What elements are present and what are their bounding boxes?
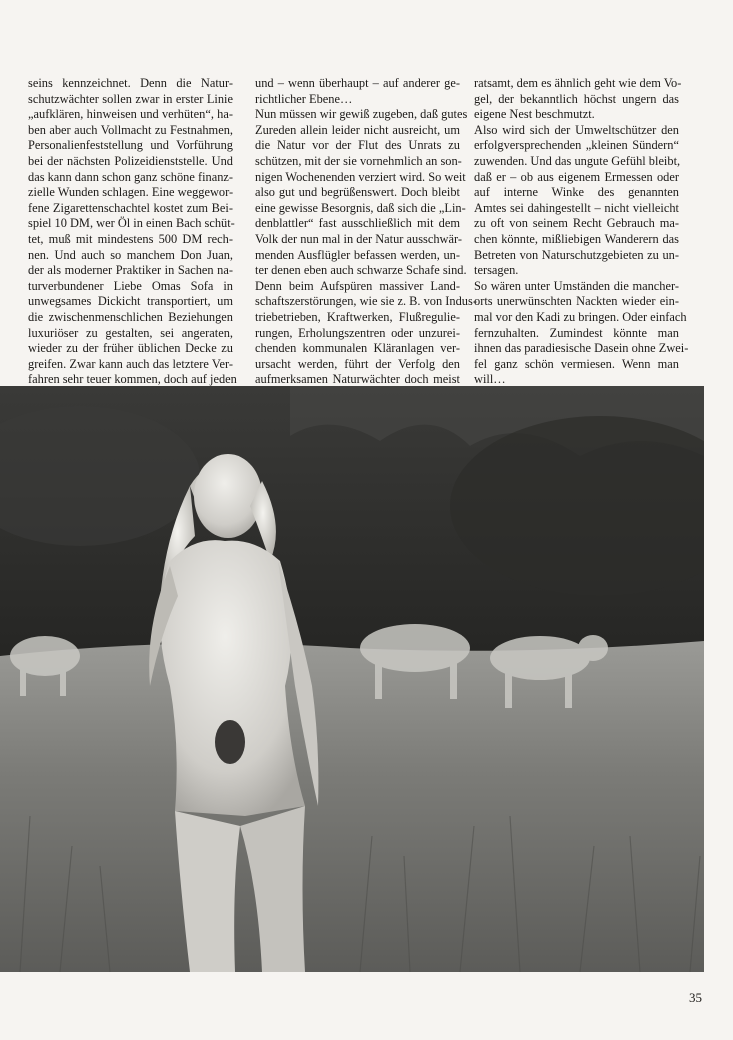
text-line: und – wenn überhaupt – auf anderer ge- bbox=[255, 76, 460, 90]
text-line: ursacht werden, führt der Verfolg den bbox=[255, 356, 460, 371]
text-line: erfolgversprechenden „kleinen Sündern“ bbox=[474, 138, 679, 153]
text-line: die Natur vor der Flut des Unrats zu bbox=[255, 138, 460, 153]
text-line: nigen Wochenenden verziert wird. So weit bbox=[255, 169, 466, 184]
text-line: gel, der bekanntlich höchst ungern das bbox=[474, 91, 679, 106]
text-line: denblattler“ fast ausschließlich mit dem bbox=[255, 216, 460, 231]
text-line: bei der nächsten Polizeidienststelle. Und bbox=[28, 153, 233, 168]
article-photo bbox=[0, 386, 704, 972]
text-line: tersagen. bbox=[474, 263, 519, 278]
text-line: eine gewisse Besorgnis, daß sich die „Lin- bbox=[255, 200, 466, 215]
text-line: die zwischenmenschlichen Beziehungen bbox=[28, 309, 233, 324]
text-line: Zureden allein leider nicht ausreicht, um bbox=[255, 122, 460, 137]
text-line: ter denen eben auch schwarze Schafe sind. bbox=[255, 263, 467, 278]
text-line: fene Zigarettenschachtel kostet zum Bei- bbox=[28, 200, 233, 215]
text-line: aufmerksamen Naturwächter doch meist bbox=[255, 372, 460, 387]
text-line: auf interne Winke des genannten bbox=[474, 185, 679, 200]
text-line: turverbundener Liebe Omas Sofa in bbox=[28, 278, 233, 293]
text-line: also gut und begrüßenswert. Doch bleibt bbox=[255, 185, 460, 200]
article-text bbox=[28, 76, 689, 387]
text-line: fahren sehr teuer kommen, doch auf jeden bbox=[28, 372, 237, 387]
text-line: Denn beim Aufspüren massiver Land- bbox=[255, 278, 460, 293]
text-line: das kann dann schon ganz schöne finanz- bbox=[28, 169, 234, 184]
text-line: So wären unter Umständen die mancher- bbox=[474, 278, 679, 293]
text-column-2 bbox=[255, 76, 477, 403]
text-line: Amtes sei dahingestellt – nicht vielleicht bbox=[474, 200, 679, 215]
text-line: zu oft von seinem Recht Gebrauch ma- bbox=[474, 216, 679, 231]
text-line: der als moderner Praktiker in Sachen na- bbox=[28, 263, 233, 278]
text-line: schutzwächter sollen zwar in erster Linie bbox=[28, 91, 233, 106]
text-line: will… bbox=[474, 372, 506, 387]
text-line: tet, muß mit mindestens 500 DM rech- bbox=[28, 231, 233, 246]
text-line: spiel 10 DM, wer Öl in einen Bach schüt- bbox=[28, 216, 235, 231]
text-line: Volk der nun mal in der Natur ausschwär- bbox=[255, 231, 463, 246]
text-line: Also wird sich der Umweltschützer den bbox=[474, 122, 679, 137]
text-line: daß er – ob aus eigenem Ermessen oder bbox=[474, 169, 679, 184]
text-line: ratsamt, dem es ähnlich geht wie dem Vo- bbox=[474, 76, 682, 90]
photo-illustration bbox=[0, 386, 704, 972]
text-line: nen. Und auch so manchem Don Juan, bbox=[28, 247, 233, 262]
text-line: unwegsames Dickicht transportiert, um bbox=[28, 294, 233, 309]
text-line: chen könnte, mißliebigen Wanderern das bbox=[474, 231, 679, 246]
text-line: Personalienfeststellung und Vorführung bbox=[28, 138, 233, 153]
text-line: greifen. Zwar kann auch das letztere Ver- bbox=[28, 356, 233, 371]
text-line: triebetrieben, Kraftwerken, Flußregulie- bbox=[255, 309, 460, 324]
text-line: ihnen das paradiesische Dasein ohne Zwei- bbox=[474, 341, 689, 356]
text-line: Betreten von Naturschutzgebieten zu un- bbox=[474, 247, 679, 262]
text-line: wieder zu der früher üblichen Decke zu bbox=[28, 341, 233, 356]
text-line: schaftszerstörungen, wie sie z. B. von Indus- bbox=[255, 294, 477, 309]
text-line: fernzuhalten. Zumindest könnte man bbox=[474, 325, 679, 340]
text-line: chenden kommunalen Kläranlagen ver- bbox=[255, 341, 460, 356]
text-line: richtlicher Ebene… bbox=[255, 91, 353, 106]
text-line: fel ganz schön vermiesen. Wenn man bbox=[474, 356, 679, 371]
text-column-1 bbox=[28, 76, 237, 403]
text-line: luxuriöser zu gestalten, sei angeraten, bbox=[28, 325, 233, 340]
text-line: seins kennzeichnet. Denn die Natur- bbox=[28, 76, 233, 90]
text-line: ben aber auch Vollmacht zu Festnahmen, bbox=[28, 122, 233, 137]
text-line: rungen, Erholungszentren oder unzurei- bbox=[255, 325, 460, 340]
text-line: eigene Nest beschmutzt. bbox=[474, 107, 595, 122]
text-line: „aufklären, hinweisen und verhüten“, ha- bbox=[28, 107, 233, 122]
text-line: menden Ausflügler befassen werden, un- bbox=[255, 247, 460, 262]
text-line: zuwenden. Und das ungute Gefühl bleibt, bbox=[474, 153, 681, 168]
text-line: Nun müssen wir gewiß zugeben, daß gutes bbox=[255, 107, 468, 122]
text-line: orts unerwünschten Nackten wieder ein- bbox=[474, 294, 679, 309]
text-line: schützen, mit der sie vornehmlich an son- bbox=[255, 153, 462, 168]
text-line: mal vor den Kadi zu bringen. Oder einfach bbox=[474, 309, 687, 324]
page-number: 35 bbox=[689, 990, 702, 1005]
text-column-3 bbox=[474, 76, 689, 403]
text-line: zielle Wunden schlagen. Eine weggewor- bbox=[28, 185, 234, 200]
